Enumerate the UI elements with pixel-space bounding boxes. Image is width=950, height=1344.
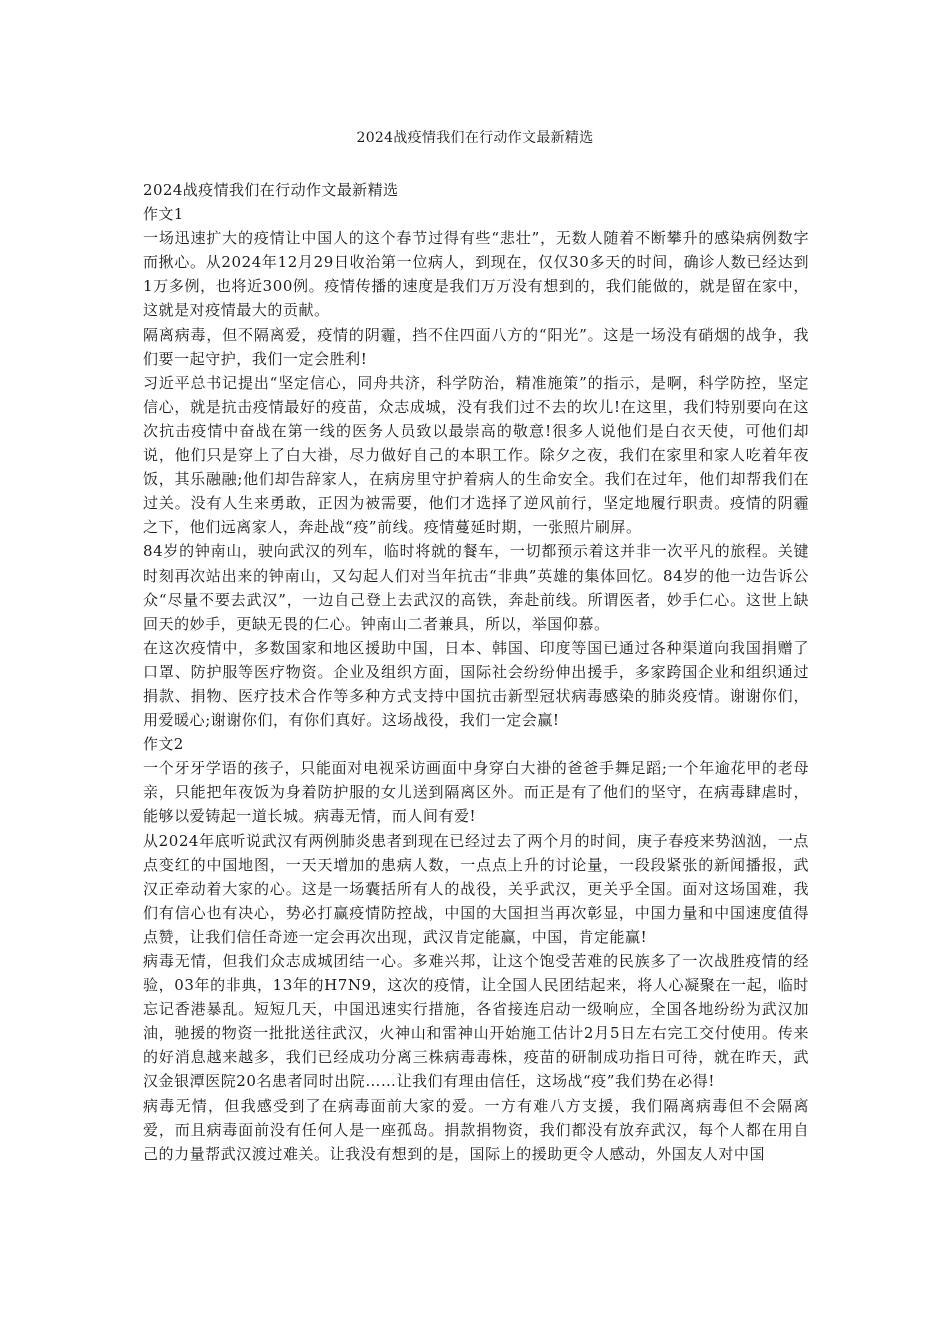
essay1-paragraph: 一场迅速扩大的疫情让中国人的这个春节过得有些“悲壮”，无数人随着不断攀升的感染病例数字而揪心。从2024年12月29日收治第一位病人，到现在，仅仅30多天的时间，确诊人数已经达到1万多例，也将近300例。疫情传播的速度是我们万万没有想到的，我们能做的，就是留在家中，这就是对疫情最大的贡献。 xyxy=(143,229,809,320)
essay1-paragraph: 84岁的钟南山，驶向武汉的列车，临时将就的餐车，一切都预示着这并非一次平凡的旅程。关键时刻再次站出来的钟南山，又勾起人们对当年抗击“非典”英雄的集体回忆。84岁的他一边告诉公众“尽量不要去武汉”，一边自己登上去武汉的高铁，奔赴前线。所谓医者，妙手仁心。这世上缺回天的妙手，更缺无畏的仁心。钟南山二者兼具，所以，举国仰慕。 xyxy=(143,542,809,633)
essay2-paragraph: 病毒无情，但我感受到了在病毒面前大家的爱。一方有难八方支援，我们隔离病毒但不会隔离爱，而且病毒面前没有任何人是一座孤岛。捐款捐物资，我们都没有放弃武汉，每个人都在用自己的力量帮武汉渡过难关。让我没有想到的是，国际上的援助更令人感动，外国友人对中国 xyxy=(143,1096,809,1163)
essay1-paragraph: 习近平总书记提出“坚定信心，同舟共济，科学防治，精准施策”的指示，是啊，科学防控，坚定信心，就是抗击疫情最好的疫苗，众志成城，没有我们过不去的坎儿!在这里，我们特别要向在这次抗击疫情中奋战在第一线的医务人员致以最崇高的敬意!很多人说他们是白衣天使，可他们却说，他们只是穿上了白大褂，尽力做好自己的本职工作。除夕之夜，我们在家里和家人吃着年夜饭，其乐融融;他们却告辞家人，在病房里守护着病人的生命安全。我们在过年，他们却帮我们在过关。没有人生来勇敢，正因为被需要，他们才选择了逆风前行，坚定地履行职责。疫情的阴霾之下，他们远离家人，奔赴战“疫”前线。疫情蔓延时期，一张照片刷屏。 xyxy=(143,373,809,537)
document-body xyxy=(143,178,809,1166)
essay2-heading: 作文2 xyxy=(143,735,184,754)
essay2-paragraph: 从2024年底听说武汉有两例肺炎患者到现在已经过去了两个月的时间，庚子春疫来势汹汹，一点点变红的中国地图，一天天增加的患病人数，一点点上升的讨论量，一段段紧张的新闻播报，武汉正牵动着大家的心。这是一场囊括所有人的战役，关乎武汉，更关乎全国。面对这场国难，我们有信心也有决心，势必打赢疫情防控战，中国的大国担当再次彰显，中国力量和中国速度值得点赞，让我们信任奇迹一定会再次出现，武汉肯定能赢，中国，肯定能赢! xyxy=(143,831,809,946)
essay1-paragraph: 在这次疫情中，多数国家和地区援助中国，日本、韩国、印度等国已通过各种渠道向我国捐赠了口罩、防护服等医疗物资。企业及组织方面，国际社会纷纷伸出援手，多家跨国企业和组织通过捐款、捐物、医疗技术合作等多种方式支持中国抗击新型冠状病毒感染的肺炎疫情。谢谢你们，用爱暖心;谢谢你们，有你们真好。这场战役，我们一定会赢! xyxy=(143,638,809,730)
essay1-paragraph: 隔离病毒，但不隔离爱，疫情的阴霾，挡不住四面八方的“阳光”。这是一场没有硝烟的战争，我们要一起守护，我们一定会胜利! xyxy=(143,325,809,368)
essay1-heading: 作文1 xyxy=(143,205,184,224)
page-title: 2024战疫情我们在行动作文最新精选 xyxy=(356,130,594,146)
document-subtitle: 2024战疫情我们在行动作文最新精选 xyxy=(143,181,399,199)
essay2-paragraph: 一个牙牙学语的孩子，只能面对电视采访画面中身穿白大褂的爸爸手舞足蹈;一个年逾花甲的老母亲，只能把年夜饭为身着防护服的女儿送到隔离区外。而正是有了他们的坚守，在病毒肆虐时，能够以爱铸起一道长城。病毒无情，而人间有爱! xyxy=(143,759,809,826)
essay2-paragraph: 病毒无情，但我们众志成城团结一心。多难兴邦，让这个饱受苦难的民族多了一次战胜疫情的经验，03年的非典，13年的H7N9，这次的疫情，让全国人民团结起来，将人心凝聚在一起，临时忘记香港暴乱。短短几天，中国迅速实行措施，各省接连启动一级响应，全国各地纷纷为武汉加油，驰援的物资一批批送往武汉，火神山和雷神山开始施工估计2月5日左右完工交付使用。传来的好消息越来越多，我们已经成功分离三株病毒毒株，疫苗的研制成功指日可待，就在昨天，武汉金银潭医院20名患者同时出院……让我们有理由信任，这场战“疫”我们势在必得! xyxy=(143,952,809,1091)
